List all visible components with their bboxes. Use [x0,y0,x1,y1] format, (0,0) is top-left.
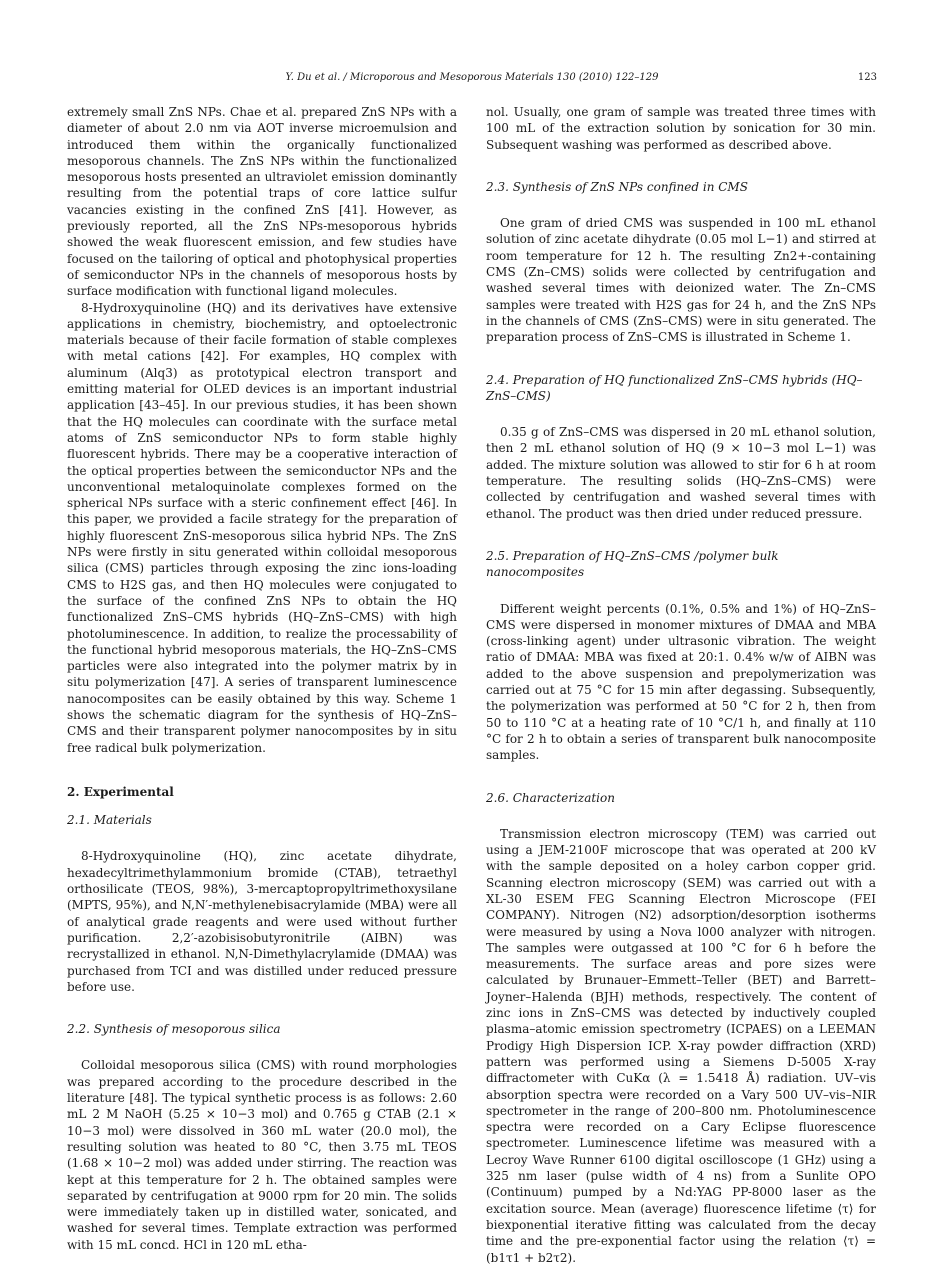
page-number: 123 [857,72,877,83]
paragraph: Colloidal mesoporous silica (CMS) with round morphologies was prepared according to the procedure described in the literature [48]. The typical synthetic process is as follows: 2.60 mL 2 M NaOH (5.25 × 10−3 mol) and 0.765 g CTAB (2.1 × 10−3 mol) were dissolved in 360 mL water (20.0 mol), the resulting solution was heated to 80 °C, then 3.75 mL TEOS (1.68 × 10−2 mol) was added under stirring. The reaction was kept at this temperature for 2 h. The obtained samples were separated by centrifugation at 9000 rpm for 20 min. The solids were immediately taken up in distilled water, sonicated, and washed for several times. Template extraction was performed with 15 mL concd. HCl in 120 mL etha- [67,1058,457,1252]
paragraph: 0.35 g of ZnS–CMS was dispersed in 20 mL ethanol solution, then 2 mL ethanol solution of HQ (9 × 10−3 mol L−1) was added. The mixture solution was allowed to stir for 6 h at room temperature. The resulting solids (HQ–ZnS–CMS) were collected by centrifugation and washed several times with ethanol. The product was then dried under reduced pressure. [486,425,876,521]
section-heading: 2. Experimental [67,784,174,799]
subsection-heading: 2.5. Preparation of HQ–ZnS–CMS /polymer bulk nanocomposites [486,548,779,580]
paragraph: Transmission electron microscopy (TEM) was carried out using a JEM-2100F microscope that was operated at 200 kV with the sample deposited on a holey carbon copper grid. Scanning electron microscopy (SEM) was carried out with a XL-30 ESEM FEG Scanning Electron Microscope (FEI COMPANY). Nitrogen (N2) adsorption/desorption isotherms were measured by using a Nova l000 analyzer with nitrogen. The samples were outgassed at 100 °C for 6 h before the measurements. The surface areas and pore sizes were calculated by Brunauer–Emmett–Teller (BET) and Barrett–Joyner–Halenda (BJH) methods, respectively. The content of zinc ions in ZnS–CMS was detected by inductively coupled plasma–atomic emission spectrometry (ICPAES) on a LEEMAN Prodigy High Dispersion ICP. X-ray powder diffraction (XRD) pattern was performed using a Siemens D-5005 X-ray diffractometer with CuKα (λ = 1.5418 Å) radiation. UV–vis absorption spectra were recorded on a Vary 500 UV–vis–NIR spectrometer in the range of 200–800 nm. Photoluminescence spectra were recorded on a Cary Eclipse fluorescence spectrometer. Luminescence lifetime was measured with a Lecroy Wave Runner 6100 digital oscilloscope (1 GHz) using a 325 nm laser (pulse width of 4 ns) from a Sunlite OPO (Continuum) pumped by a Nd:YAG PP-8000 laser as the excitation source. Mean (average) fluorescence lifetime ⟨τ⟩ for biexponential iterative fitting was calculated from the decay time and the pre-exponential factor using the relation ⟨τ⟩ = (b1τ1 + b2τ2). [486,826,876,1265]
subsection-heading: 2.4. Preparation of HQ functionalized ZnS–CMS hybrids (HQ–ZnS–CMS) [486,372,863,403]
paragraph: Different weight percents (0.1%, 0.5% and 1%) of HQ–ZnS–CMS were dispersed in monomer mixtures of DMAA and MBA (cross-linking agent) under ultrasonic vibration. The weight ratio of DMAA: MBA was fixed at 20:1. 0.4% w/w of AIBN was added to the above suspension and prepolymerization was carried out at 75 °C for 15 min after degassing. Subsequently, the polymerization was performed at 50 °C for 2 h, then from 50 to 110 °C at a heating rate of 10 °C/1 h, and finally at 110 °C for 2 h to obtain a series of transparent bulk nanocomposite samples. [486,601,876,763]
paragraph: 8-Hydroxyquinoline (HQ) and its derivatives have extensive applications in chemistry, biochemistry, and optoelectronic materials because of their facile formation of stable complexes with metal cations [42]. For examples, HQ complex with aluminum (Alq3) as prototypical electron transport and emitting material for OLED devices is an important industrial application [43–45]. In our previous studies, it has been shown that the HQ molecules can coordinate with the surface metal atoms of ZnS semiconductor NPs to form stable highly fluorescent hybrids. There may be a cooperative interaction of the optical properties between the semiconductor NPs and the unconventional metaloquinolate complexes formed on the spherical NPs surface with a steric confinement effect [46]. In this paper, we provided a facile strategy for the preparation of highly fluorescent ZnS-mesoporous silica hybrid NPs. The ZnS NPs were firstly in situ generated within colloidal mesoporous silica (CMS) particles through exposing the zinc ions-loading CMS to H2S gas, and then HQ molecules were conjugated to the surface of the confined ZnS NPs to obtain the HQ functionalized ZnS–CMS hybrids (HQ–ZnS–CMS) with high photoluminescence. In addition, to realize the processability of the functional hybrid mesoporous materials, the HQ–ZnS–CMS particles were also integrated into the polymer matrix by in situ polymerization [47]. A series of transparent luminescence nanocomposites can be easily obtained by this way. Scheme 1 shows the schematic diagram for the synthesis of HQ–ZnS–CMS and their transparent polymer nanocomposites by in situ free radical bulk polymerization. [67,300,457,755]
journal-citation: Y. Du et al. / Microporous and Mesoporous Materials 130 (2010) 122–129 [285,72,659,83]
paragraph: nol. Usually, one gram of sample was treated three times with 100 mL of the extraction solution by sonication for 30 min. Subsequent washing was performed as described above. [486,105,876,152]
subsection-heading: 2.6. Characterization [486,790,615,805]
subsection-heading: 2.1. Materials [67,813,152,828]
paragraph: 8-Hydroxyquinoline (HQ), zinc acetate dihydrate, hexadecyltrimethylammonium bromide (CTAB), tetraethyl orthosilicate (TEOS, 98%), 3-mercaptopropyltrimethoxysilane (MPTS, 95%), and N,N′-methylenebisacrylamide (MBA) were all of analytical grade reagents and were used without further purification. 2,2′-azobisisobutyronitrile (AIBN) was recrystallized in ethanol. N,N-Dimethylacrylamide (DMAA) was purchased from TCI and was distilled under reduced pressure before use. [67,849,457,994]
running-header [67,72,877,88]
paragraph: extremely small ZnS NPs. Chae et al. prepared ZnS NPs with a diameter of about 2.0 nm via AOT inverse microemulsion and introduced them within the organically functionalized mesoporous channels. The ZnS NPs within the functionalized mesoporous hosts presented an ultraviolet emission dominantly resulting from the potential traps of core lattice sulfur vacancies existing in the confined ZnS [41]. However, as previously reported, all the ZnS NPs-mesoporous hybrids showed the weak fluorescent emission, and few studies have focused on the tailoring of optical and photophysical properties of semiconductor NPs in the channels of mesoporous hosts by surface modification with functional ligand molecules. [67,105,457,299]
paragraph: One gram of dried CMS was suspended in 100 mL ethanol solution of zinc acetate dihydrate (0.05 mol L−1) and stirred at room temperature for 12 h. The resulting Zn2+-containing CMS (Zn–CMS) solids were collected by centrifugation and washed several times with deionized water. The Zn–CMS samples were treated with H2S gas for 24 h, and the ZnS NPs in the channels of CMS (ZnS–CMS) were in situ generated. The preparation process of ZnS–CMS is illustrated in Scheme 1. [486,216,876,345]
subsection-heading: 2.3. Synthesis of ZnS NPs confined in CMS [486,179,748,194]
right-column [486,104,876,1266]
left-column [67,104,457,1253]
subsection-heading: 2.2. Synthesis of mesoporous silica [67,1022,281,1037]
